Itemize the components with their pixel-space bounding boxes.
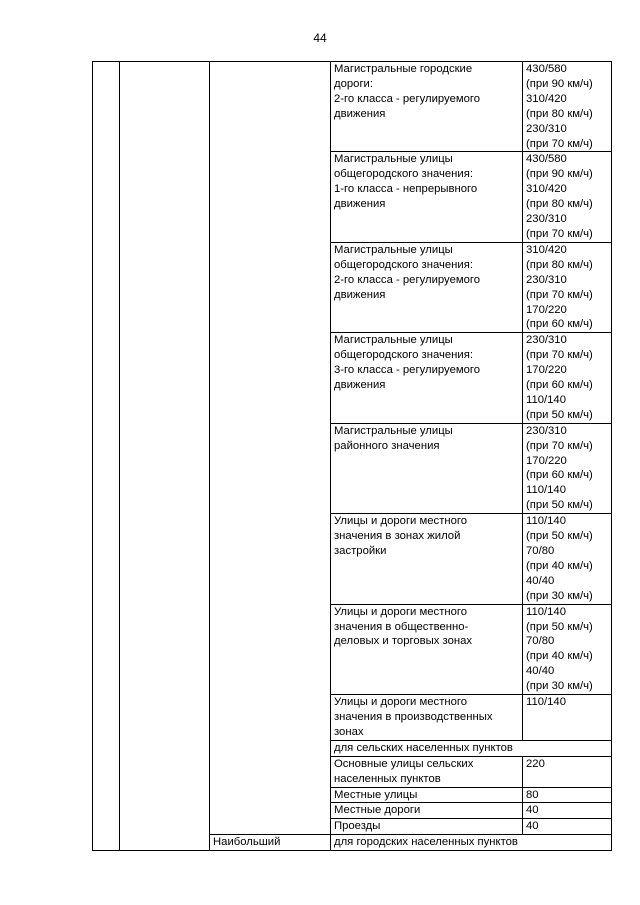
urban-header-cell: для городских населенных пунктов xyxy=(331,835,612,851)
value-line: (при 90 км/ч) xyxy=(526,77,593,90)
road-category-line: 3-го класса - регулируемого xyxy=(334,364,481,377)
value-line: 230/310 xyxy=(526,273,567,286)
road-category-line: 1-го класса - непрерывного xyxy=(334,183,478,196)
road-category-line: значения в зонах жилой xyxy=(334,530,461,543)
road-category-line: движения xyxy=(334,107,386,120)
road-category-line: общегородского значения: xyxy=(334,258,473,271)
road-category-cell xyxy=(331,242,523,332)
value-line: 170/220 xyxy=(526,454,567,467)
value-line: (при 70 км/ч) xyxy=(526,349,593,362)
value-line: (при 40 км/ч) xyxy=(526,559,593,572)
value-line: 430/580 xyxy=(526,153,567,166)
road-category-cell xyxy=(331,423,523,513)
value-line: (при 60 км/ч) xyxy=(526,318,593,331)
road-category-line: общегородского значения: xyxy=(334,349,473,362)
rural-header-cell: для сельских населенных пунктов xyxy=(331,740,612,756)
road-category-line: общегородского значения: xyxy=(334,168,473,181)
road-category-line: Магистральные улицы xyxy=(334,334,453,347)
value-line: 40 xyxy=(526,820,539,833)
road-category-cell xyxy=(331,695,523,741)
value-line: 110/140 xyxy=(526,515,566,528)
value-line: 310/420 xyxy=(526,183,567,196)
value-line: (при 70 км/ч) xyxy=(526,439,593,452)
value-line: (при 70 км/ч) xyxy=(526,288,593,301)
road-category-line: 2-го класса - регулируемого xyxy=(334,273,481,286)
road-category-line: Магистральные улицы xyxy=(334,243,453,256)
value-cell xyxy=(523,333,612,423)
value-line: (при 30 км/ч) xyxy=(526,589,593,602)
road-category-cell xyxy=(331,787,523,803)
road-category-line: Проезды xyxy=(334,820,381,833)
road-category-line: деловых и торговых зонах xyxy=(334,635,473,648)
value-cell xyxy=(523,62,612,152)
value-line: 110/140 xyxy=(526,484,566,497)
road-category-cell xyxy=(331,62,523,152)
value-line: (при 50 км/ч) xyxy=(526,530,593,543)
value-line: 170/220 xyxy=(526,303,567,316)
value-line: 110/140 xyxy=(526,696,566,709)
value-line: 230/310 xyxy=(526,334,567,347)
road-category-line: значения в общественно- xyxy=(334,620,469,633)
table-row xyxy=(93,62,612,152)
value-line: 170/220 xyxy=(526,364,567,377)
value-line: 230/310 xyxy=(526,213,567,226)
road-category-cell xyxy=(331,152,523,242)
parameter-label-cell: Наибольший xyxy=(210,835,331,851)
value-line: 230/310 xyxy=(526,122,567,135)
value-cell xyxy=(523,787,612,803)
value-line: (при 40 км/ч) xyxy=(526,650,593,663)
road-category-cell xyxy=(331,514,523,604)
page-number: 44 xyxy=(313,31,327,45)
road-category-line: движения xyxy=(334,198,386,211)
value-line: 70/80 xyxy=(526,635,555,648)
value-line: (при 90 км/ч) xyxy=(526,168,593,181)
road-category-line: дороги: xyxy=(334,77,374,90)
road-category-line: движения xyxy=(334,379,386,392)
value-line: 70/80 xyxy=(526,545,555,557)
road-category-line: Улицы и дороги местного xyxy=(334,696,468,709)
road-category-line: населенных пунктов xyxy=(334,772,441,785)
value-cell xyxy=(523,604,612,694)
road-category-line: Местные дороги xyxy=(334,804,421,817)
value-cell xyxy=(523,423,612,513)
road-category-line: Магистральные улицы xyxy=(334,153,453,166)
road-category-line: Магистральные улицы xyxy=(334,424,453,437)
road-category-line: движения xyxy=(334,288,386,301)
value-cell xyxy=(523,695,612,741)
road-category-line: зонах xyxy=(334,725,364,738)
value-cell xyxy=(523,152,612,242)
value-line: (при 60 км/ч) xyxy=(526,469,593,482)
road-category-cell xyxy=(331,803,523,819)
road-category-line: Местные улицы xyxy=(334,788,418,801)
value-line: 110/140 xyxy=(526,393,566,406)
value-line: (при 70 км/ч) xyxy=(526,227,593,240)
road-category-line: районного значения xyxy=(334,439,440,452)
road-category-cell xyxy=(331,819,523,835)
empty-cell-col1 xyxy=(93,62,120,851)
value-line: 110/140 xyxy=(526,605,566,618)
road-category-line: Магистральные городские xyxy=(334,63,473,75)
road-category-line: значения в производственных xyxy=(334,710,493,723)
road-category-line: застройки xyxy=(334,545,387,557)
value-line: (при 80 км/ч) xyxy=(526,258,593,271)
road-category-cell xyxy=(331,333,523,423)
value-cell xyxy=(523,803,612,819)
road-category-cell xyxy=(331,604,523,694)
value-cell xyxy=(523,756,612,787)
road-category-cell xyxy=(331,756,523,787)
value-line: (при 50 км/ч) xyxy=(526,620,593,633)
value-line: (при 80 км/ч) xyxy=(526,198,593,211)
value-cell xyxy=(523,819,612,835)
value-line: 40/40 xyxy=(526,665,555,678)
value-line: (при 50 км/ч) xyxy=(526,408,593,421)
road-category-line: Улицы и дороги местного xyxy=(334,515,468,528)
value-line: (при 30 км/ч) xyxy=(526,680,593,693)
empty-cell-col2 xyxy=(120,62,210,851)
value-cell xyxy=(523,514,612,604)
value-line: (при 60 км/ч) xyxy=(526,379,593,392)
value-line: 40 xyxy=(526,804,539,817)
standards-table xyxy=(92,61,612,851)
empty-cell-col3 xyxy=(210,62,331,835)
value-line: 430/580 xyxy=(526,63,567,75)
road-category-line: Основные улицы сельских xyxy=(334,757,474,770)
value-line: 310/420 xyxy=(526,92,567,105)
value-line: 40/40 xyxy=(526,574,555,587)
value-line: 80 xyxy=(526,788,539,801)
value-line: 230/310 xyxy=(526,424,567,437)
value-line: (при 70 км/ч) xyxy=(526,137,593,150)
value-line: (при 50 км/ч) xyxy=(526,499,593,512)
road-category-line: 2-го класса - регулируемого xyxy=(334,92,481,105)
value-line: 220 xyxy=(526,757,545,770)
road-category-line: Улицы и дороги местного xyxy=(334,605,468,618)
value-line: 310/420 xyxy=(526,243,567,256)
value-cell xyxy=(523,242,612,332)
value-line: (при 80 км/ч) xyxy=(526,107,593,120)
